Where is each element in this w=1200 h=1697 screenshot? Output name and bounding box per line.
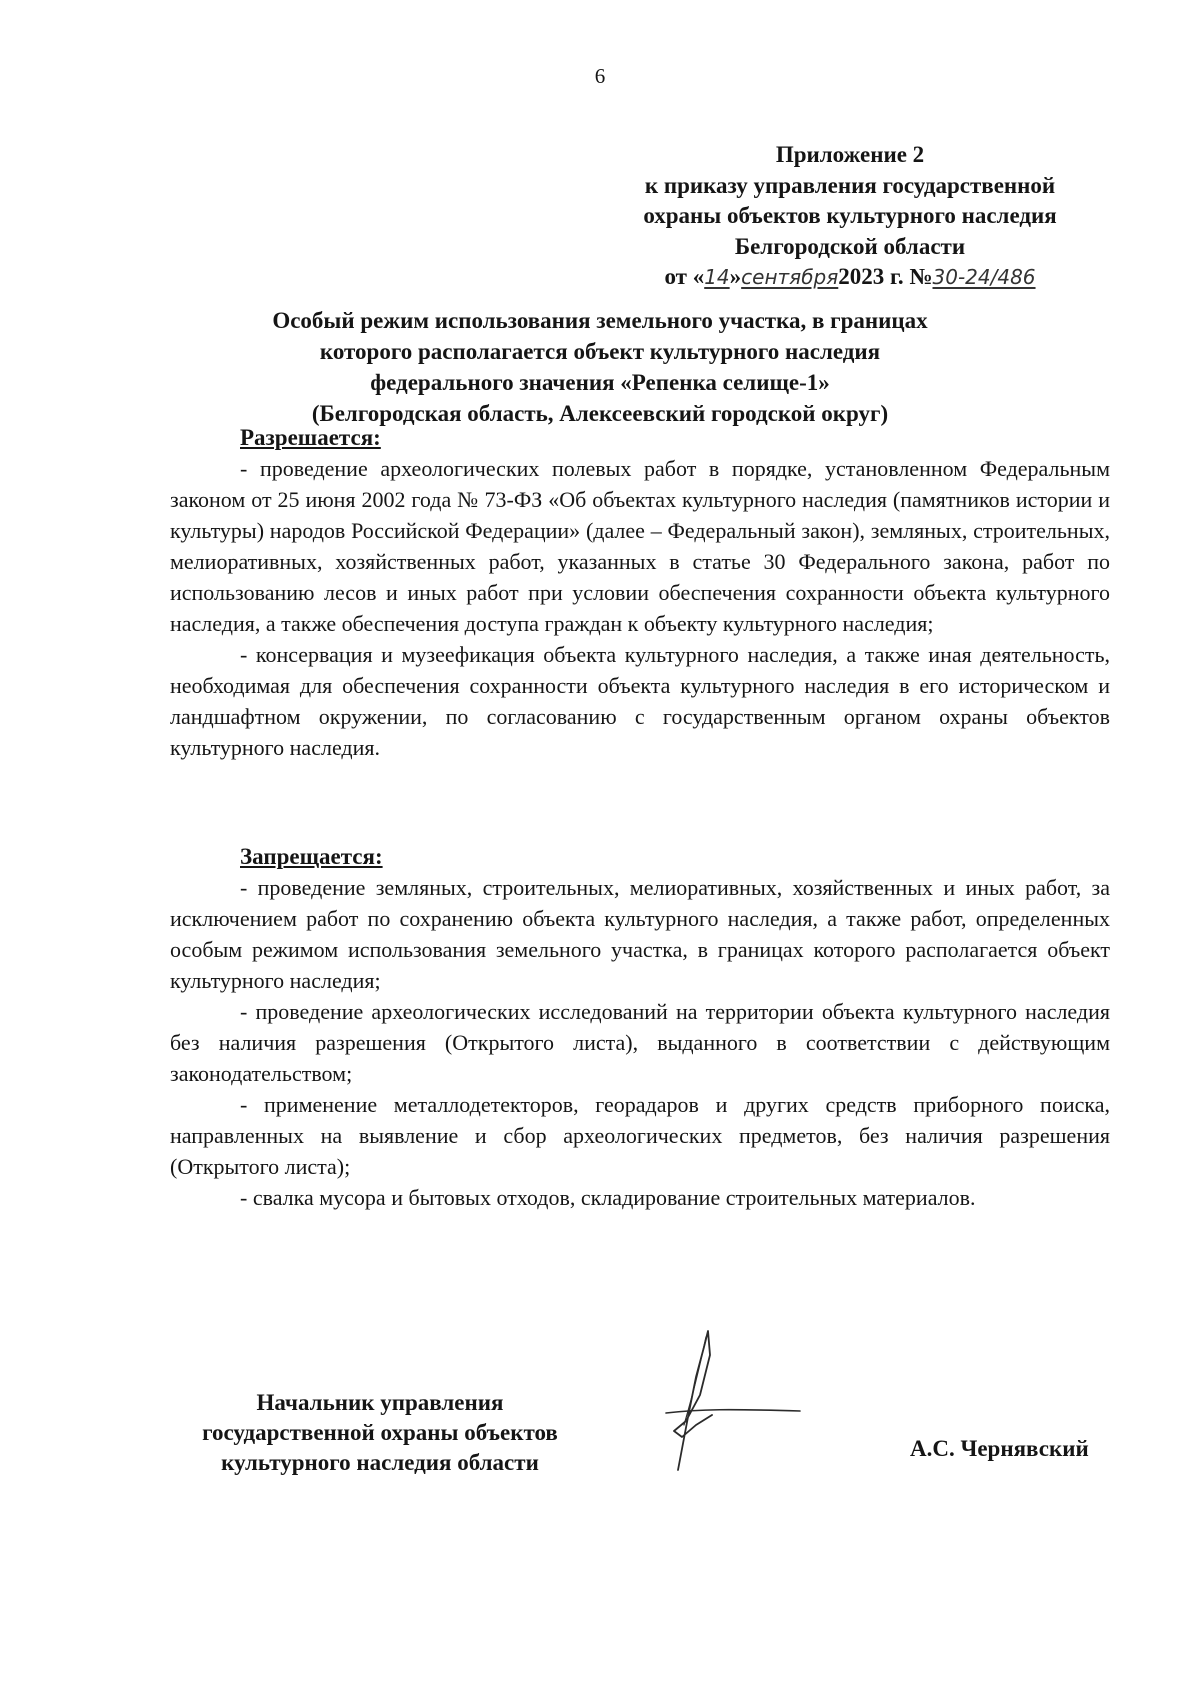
document-title xyxy=(170,305,1030,429)
signer-position-line-1: Начальник управления xyxy=(256,1390,504,1415)
forbidden-section xyxy=(170,842,1110,1213)
handwritten-order-number: 30-24/486 xyxy=(932,265,1036,289)
forbidden-heading: Запрещается: xyxy=(240,844,383,869)
signer-position-line-2: государственной охраны объектов xyxy=(202,1420,558,1445)
page-number: 6 xyxy=(594,64,606,88)
title-line-2: которого располагается объект культурного наследия xyxy=(319,339,881,364)
forbidden-item: - проведение земляных, строительных, мелиоративных, хозяйственных и иных работ, за исключением работ по сохранению объекта культурного наследия, а также работ, определенных особым режимом использования земельного участка, в границах которого располагается объект культурного наследия; xyxy=(170,875,1110,993)
handwritten-month: сентября xyxy=(741,265,839,289)
signer-name: А.С. Чернявский xyxy=(910,1436,1089,1461)
date-mid: » xyxy=(729,264,742,289)
handwritten-signature xyxy=(660,1325,860,1475)
title-line-3: федерального значения «Репенка селище-1» xyxy=(370,370,830,395)
allowed-section xyxy=(170,423,1110,763)
appendix-authority: охраны объектов культурного наследия xyxy=(643,203,1057,228)
appendix-header xyxy=(600,140,1100,293)
handwritten-day: 14 xyxy=(704,265,730,289)
title-line-4: (Белгородская область, Алексеевский городской округ) xyxy=(311,401,889,426)
forbidden-item: - проведение археологических исследований на территории объекта культурного наследия без наличия разрешения (Открытого листа), выданного в соответствии с действующим законодательством; xyxy=(170,999,1110,1086)
forbidden-item: - применение металлодетекторов, георадаров и других средств приборного поиска, направленных на выявление и сбор археологических предметов, без наличия разрешения (Открытого листа); xyxy=(170,1092,1110,1179)
appendix-title: Приложение 2 xyxy=(775,142,925,167)
signer-position xyxy=(170,1388,590,1478)
appendix-order-ref: к приказу управления государственной xyxy=(644,172,1056,198)
forbidden-item: - свалка мусора и бытовых отходов, складирование строительных материалов. xyxy=(240,1185,976,1210)
appendix-region: Белгородской области xyxy=(734,233,966,259)
allowed-heading: Разрешается: xyxy=(240,425,381,450)
allowed-item: - проведение археологических полевых работ в порядке, установленном Федеральным законом от 25 июня 2002 года № 73-ФЗ «Об объектах культурного наследия (памятников истории и культуры) народов Российской Федерации» (далее – Федеральный закон), земляных, строительных, мелиоративных, хозяйственных работ, указанных в статье 30 Федерального закона, работ по использованию лесов и иных работ при условии обеспечения сохранности объекта культурного наследия, а также обеспечения доступа граждан к объекту культурного наследия; xyxy=(170,456,1110,636)
date-prefix: от « xyxy=(664,264,705,289)
date-year: 2023 г. № xyxy=(838,264,933,289)
allowed-item: - консервация и музеефикация объекта культурного наследия, а также иная деятельность, необходимая для обеспечения сохранности объекта культурного наследия в его историческом и ландшафтном окружении, по согласованию с государственным органом охраны объектов культурного наследия. xyxy=(170,642,1110,760)
order-date-line xyxy=(600,262,1100,293)
signer-position-line-3: культурного наследия области xyxy=(221,1450,539,1475)
title-line-1: Особый режим использования земельного участка, в границах xyxy=(272,308,928,333)
